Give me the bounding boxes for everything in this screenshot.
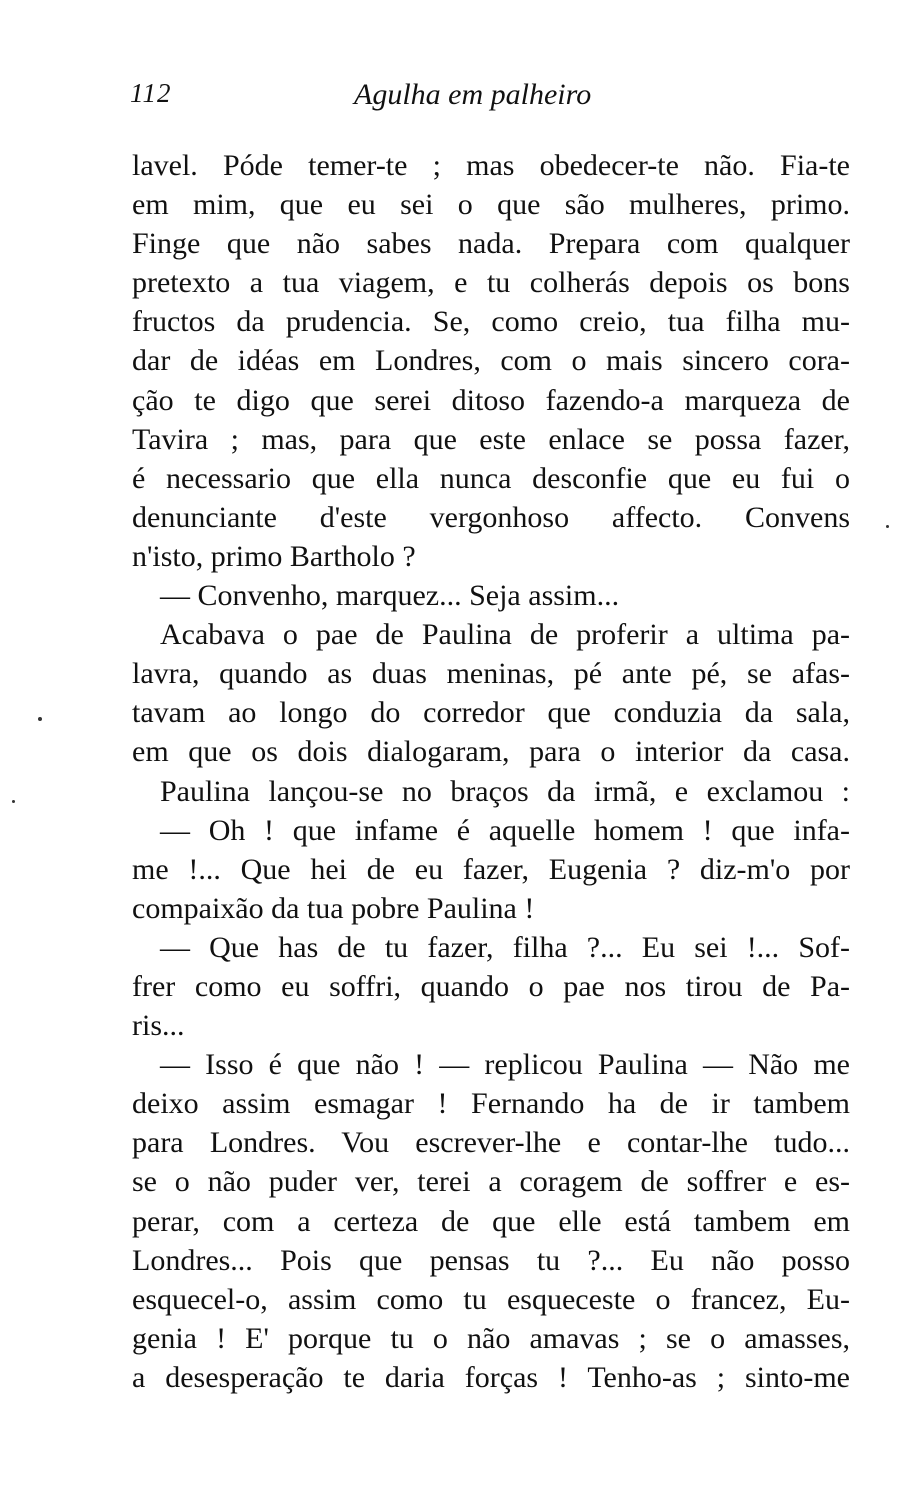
text-line: em que os dois dialogaram, para o interior da casa.: [132, 735, 850, 769]
text-line: n'isto, primo Bartholo ?: [132, 539, 416, 573]
text-line: em mim, que eu sei o que são mulheres, primo.: [132, 188, 850, 222]
print-speck: [886, 525, 889, 528]
text-line: me !... Que hei de eu fazer, Eugenia ? diz-m'o por: [132, 852, 850, 886]
text-line: Paulina lançou-se no braços da irmã, e exclamou :: [160, 774, 850, 808]
text-line: dar de idéas em Londres, com o mais sincero cora-: [132, 344, 850, 378]
body-text: [132, 146, 850, 1397]
page-header: [130, 78, 850, 118]
text-line: tavam ao longo do corredor que conduzia da sala,: [132, 696, 850, 730]
text-line: — Isso é que não ! — replicou Paulina — Não me: [160, 1048, 850, 1082]
text-line: Finge que não sabes nada. Prepara com qualquer: [132, 227, 850, 261]
text-line: Tavira ; mas, para que este enlace se possa fazer,: [132, 422, 850, 456]
text-line: compaixão da tua pobre Paulina !: [132, 891, 535, 925]
text-line: genia ! E' porque tu o não amavas ; se o amasses,: [132, 1321, 850, 1355]
text-line: é necessario que ella nunca desconfie que eu fui o: [132, 461, 850, 495]
text-line: — Que has de tu fazer, filha ?... Eu sei !... Sof-: [160, 930, 850, 964]
text-line: deixo assim esmagar ! Fernando ha de ir tambem: [132, 1087, 850, 1121]
text-line: ris...: [132, 1009, 185, 1043]
print-speck: [38, 717, 42, 721]
print-speck: [12, 800, 15, 803]
text-line: lavel. Póde temer-te ; mas obedecer-te não. Fia-te: [132, 149, 850, 182]
text-line: fructos da prudencia. Se, como creio, tua filha mu-: [132, 305, 850, 339]
text-line: se o não puder ver, terei a coragem de soffrer e es-: [132, 1165, 850, 1199]
text-line: esquecel-o, assim como tu esqueceste o francez, Eu-: [132, 1282, 850, 1316]
text-line: ção te digo que serei ditoso fazendo-a marqueza de: [132, 383, 850, 417]
running-title: Agulha em palheiro: [354, 78, 592, 111]
text-line: para Londres. Vou escrever-lhe e contar-lhe tudo...: [132, 1126, 850, 1160]
text-line: — Convenho, marquez... Seja assim...: [160, 579, 620, 613]
text-line: — Oh ! que infame é aquelle homem ! que infa-: [160, 813, 850, 847]
text-line: lavra, quando as duas meninas, pé ante pé, se afas-: [132, 657, 850, 691]
text-line: denunciante d'este vergonhoso affecto. Convens: [132, 500, 850, 534]
text-line: frer como eu soffri, quando o pae nos tirou de Pa-: [132, 969, 850, 1003]
text-line: Acabava o pae de Paulina de proferir a ultima pa-: [160, 618, 850, 652]
text-line: Londres... Pois que pensas tu ?... Eu não posso: [132, 1243, 850, 1277]
text-line: perar, com a certeza de que elle está tambem em: [132, 1204, 850, 1238]
text-line: a desesperação te daria forças ! Tenho-as ; sinto-me: [132, 1360, 850, 1394]
page-number: 112: [130, 78, 172, 108]
text-line: pretexto a tua viagem, e tu colherás depois os bons: [132, 266, 850, 300]
